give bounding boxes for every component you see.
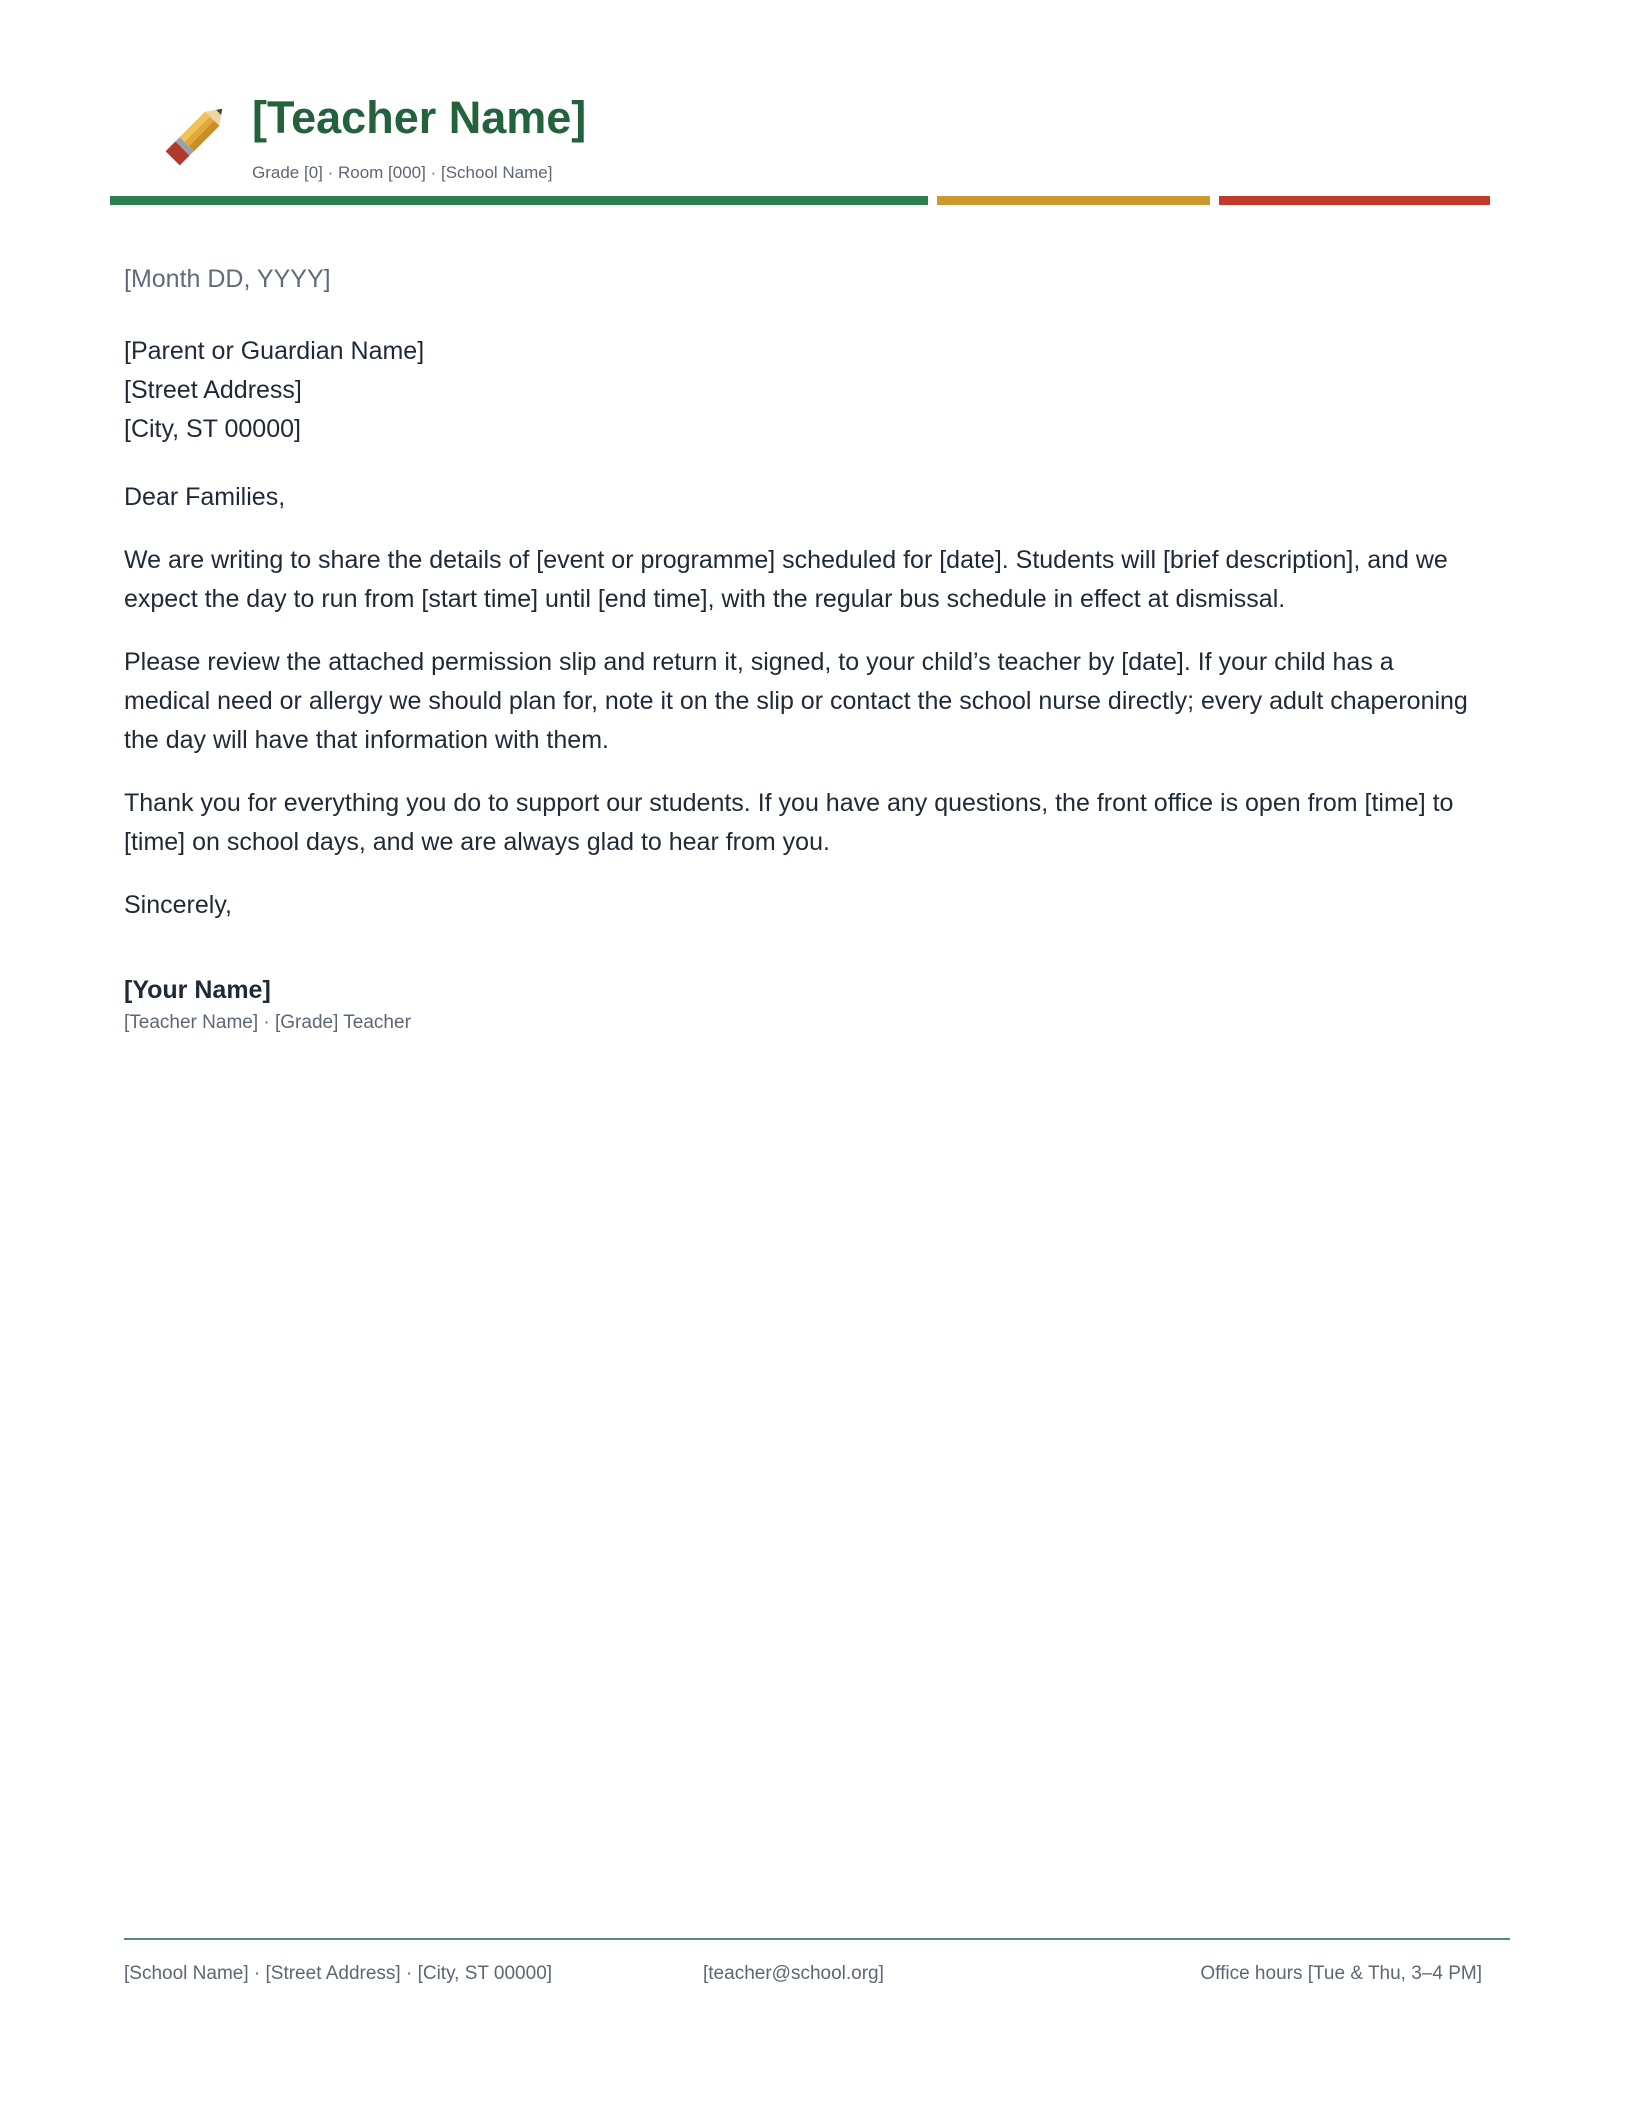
letter-body — [124, 260, 1484, 1035]
letterhead — [110, 90, 1490, 205]
body-paragraph: Please review the attached permission slip and return it, signed, to your child’s teacher by [date]. If your child has a medical need or allergy we should plan for, note it on the slip or contact the school nurse directly; every adult chaperoning the day will have that information with them. — [124, 648, 1468, 754]
accent-rule-green — [110, 196, 928, 205]
closing: Sincerely, — [124, 891, 232, 919]
body-paragraph: We are writing to share the details of [event or programme] scheduled for [date]. Students will [brief description], and we expect the day to run from [start time] until [end time], with the regular bus schedule in effect at dismissal. — [124, 546, 1448, 613]
teacher-name-heading: [Teacher Name] — [252, 92, 587, 143]
recipient-city: [City, ST 00000] — [124, 415, 301, 443]
recipient-name: [Parent or Guardian Name] — [124, 337, 425, 365]
signature-name: [Your Name] — [124, 976, 271, 1004]
footer-divider — [124, 1938, 1510, 1940]
footer-email[interactable]: [teacher@school.org] — [703, 1963, 884, 1984]
pencil-icon — [155, 94, 237, 176]
letter-date: [Month DD, YYYY] — [124, 265, 331, 293]
recipient-street: [Street Address] — [124, 376, 302, 404]
footer-address: [School Name] · [Street Address] · [City, ST 00000] — [124, 1963, 553, 1984]
signature-role: [Teacher Name] · [Grade] Teacher — [124, 1012, 411, 1033]
body-paragraph: Thank you for everything you do to support our students. If you have any questions, the front office is open from [time] to [time] on school days, and we are always glad to hear from you. — [124, 789, 1454, 856]
header-subtitle: Grade [0] · Room [000] · [School Name] — [252, 163, 553, 182]
recipient-address — [124, 332, 1484, 449]
salutation: Dear Families, — [124, 483, 286, 511]
accent-rule-gold — [937, 196, 1210, 205]
footer-office-hours: Office hours [Tue & Thu, 3–4 PM] — [1200, 1963, 1482, 1984]
accent-rule-red — [1219, 196, 1490, 205]
